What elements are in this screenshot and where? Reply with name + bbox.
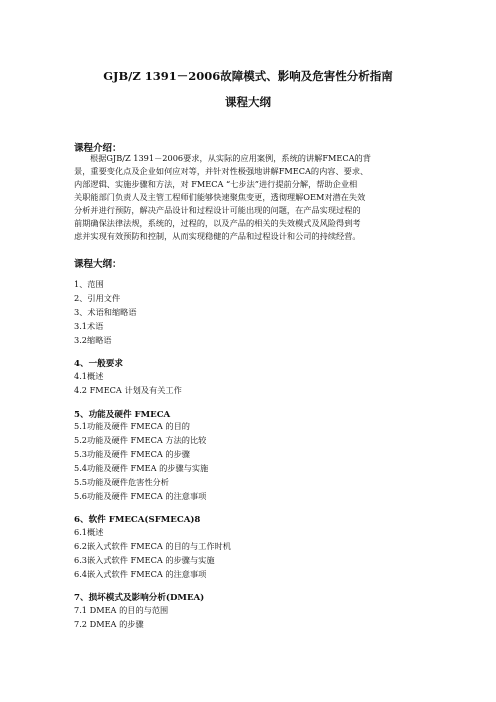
intro-line: 关职能部门负责人及主管工程师们能够快速聚焦变更，透彻理解OEM对潜在失效 (74, 192, 366, 202)
document-title: GJB/Z 1391－2006故障模式、影响及危害性分析指南 (103, 69, 393, 83)
outline-chapter-heading: 6、软件 FMECA(SFMECA)8 (74, 515, 201, 525)
outline-item: 7.1 DMEA 的目的与范围 (74, 605, 169, 615)
outline-item: 5.2功能及硬件 FMECA 方法的比较 (74, 435, 207, 445)
outline-item: 5.1功能及硬件 FMECA 的目的 (74, 421, 190, 431)
document-subtitle: 课程大纲 (225, 95, 271, 109)
intro-line: 内部逻辑、实施步骤和方法，对 FMECA “七步法”进行提前分解，帮助企业相 (74, 179, 358, 189)
intro-line: 分析并进行预防，解决产品设计和过程设计可能出现的问题，在产品实现过程的 (74, 205, 361, 215)
outline-item: 5.3功能及硬件 FMECA 的步骤 (74, 449, 190, 459)
outline-chapter-heading: 5、功能及硬件 FMECA (74, 410, 171, 420)
outline-heading: 课程大纲： (74, 259, 122, 270)
outline-item: 6.2嵌入式软件 FMECA 的目的与工作时机 (74, 541, 231, 551)
outline-item: 6.1概述 (74, 527, 104, 537)
outline-chapter-heading: 4、一般要求 (74, 359, 123, 369)
intro-heading: 课程介绍： (74, 143, 122, 154)
outline-item: 5.6功能及硬件 FMECA 的注意事项 (74, 491, 207, 501)
intro-paragraph (74, 152, 426, 243)
outline-item: 6.3嵌入式软件 FMECA 的步骤与实施 (74, 555, 215, 565)
outline-item: 1、范围 (74, 279, 104, 289)
outline-item: 3.2缩略语 (74, 335, 112, 345)
outline-item: 2、引用文件 (74, 293, 121, 303)
outline-item: 4.1概述 (74, 371, 104, 381)
intro-line: 虑并实现有效预防和控制，从而实现稳健的产品和过程设计和公司的持续经营。 (74, 231, 361, 241)
intro-line: 景，重要变化点及企业如何应对等，并针对性极强地讲解FMECA的内容、要求、 (74, 166, 369, 176)
intro-line: 前期确保法律法规，系统的，过程的，以及产品的相关的失效模式及风险得到考 (74, 218, 361, 228)
outline-item: 7.2 DMEA 的步骤 (74, 619, 144, 629)
intro-line: 根据GJB/Z 1391－2006要求，从实际的应用案例，系统的讲解FMECA的背 (90, 153, 371, 163)
outline-item: 3.1术语 (74, 321, 104, 331)
outline-item: 4.2 FMECA 计划及有关工作 (74, 385, 182, 395)
outline-item: 6.4嵌入式软件 FMECA 的注意事项 (74, 569, 207, 579)
outline-item: 5.5功能及硬件危害性分析 (74, 477, 169, 487)
outline-chapter-heading: 7、损坏模式及影响分析(DMEA) (74, 593, 205, 603)
outline-item: 3、术语和缩略语 (74, 307, 137, 317)
outline-item: 5.4功能及硬件 FMEA 的步骤与实施 (74, 463, 209, 473)
